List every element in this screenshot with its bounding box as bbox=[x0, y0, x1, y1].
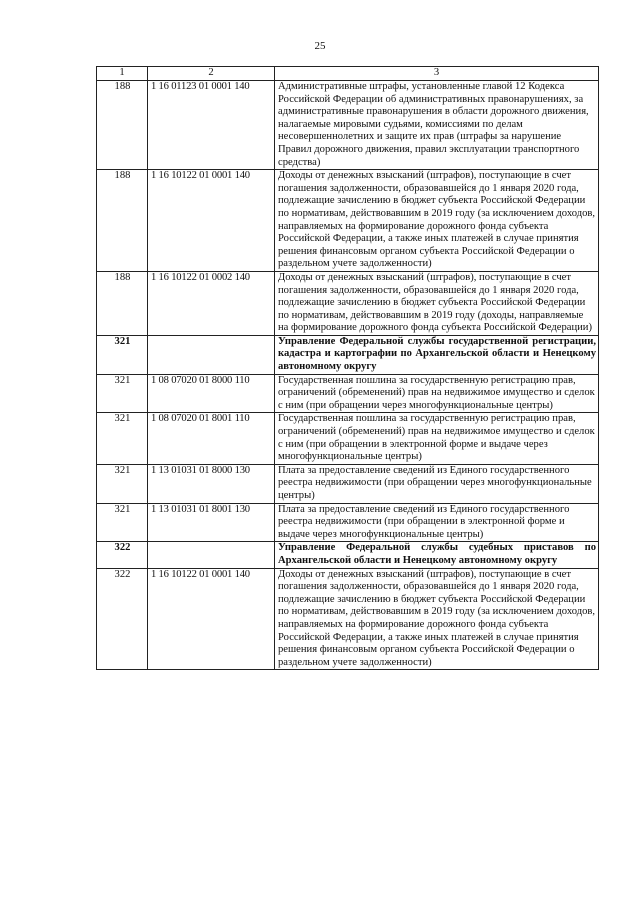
revenue-name-cell: Государственная пошлина за государственную регистрацию прав, ограничений (обременений) прав на недвижимое имущество и сделок с ним (при обращении через многофункциональные центры) bbox=[275, 374, 599, 413]
admin-code-cell: 188 bbox=[97, 271, 148, 335]
revenue-name-cell: Плата за предоставление сведений из Единого государственного реестра недвижимости (при обращении в электронной форме и выдаче через многофункциональные центры) bbox=[275, 503, 599, 542]
revenue-code-cell: 1 13 01031 01 8000 130 bbox=[148, 464, 275, 503]
admin-code-cell: 188 bbox=[97, 170, 148, 272]
page-number: 25 bbox=[314, 40, 326, 52]
section-heading-row bbox=[97, 542, 599, 568]
table-row bbox=[97, 464, 599, 503]
revenue-name-cell: Доходы от денежных взысканий (штрафов), поступающие в счет погашения задолженности, образовавшейся до 1 января 2020 года, подлежащие зачислению в бюджет субъекта Российской Федерации по нормативам, действовавшим в 2019 году (за исключением доходов, направляемых на формирование дорожного фонда субъекта Российской Федерации, а также иных платежей в случае принятия решения финансовым органом субъекта Российской Федерации о раздельном учете задолженности) bbox=[275, 170, 599, 272]
admin-code-cell: 322 bbox=[97, 542, 148, 568]
header-col-2: 2 bbox=[148, 67, 275, 81]
table-row bbox=[97, 568, 599, 670]
header-col-1: 1 bbox=[97, 67, 148, 81]
table-body bbox=[97, 81, 599, 670]
revenue-code-cell bbox=[148, 542, 275, 568]
revenue-name-cell: Плата за предоставление сведений из Единого государственного реестра недвижимости (при обращении через многофункциональные центры) bbox=[275, 464, 599, 503]
table-row bbox=[97, 170, 599, 272]
admin-code-cell: 322 bbox=[97, 568, 148, 670]
administrator-name-cell: Управление Федеральной службы государственной регистрации, кадастра и картографии по Архангельской области и Ненецкому автономному округу bbox=[275, 335, 599, 374]
admin-code-cell: 321 bbox=[97, 503, 148, 542]
table-row bbox=[97, 81, 599, 170]
table-header bbox=[97, 67, 599, 81]
revenue-code-cell: 1 16 10122 01 0001 140 bbox=[148, 170, 275, 272]
administrator-name-cell: Управление Федеральной службы судебных приставов по Архангельской области и Ненецкому автономному округу bbox=[275, 542, 599, 568]
section-heading-row bbox=[97, 335, 599, 374]
revenue-code-cell: 1 08 07020 01 8000 110 bbox=[148, 374, 275, 413]
table-row bbox=[97, 374, 599, 413]
admin-code-cell: 321 bbox=[97, 413, 148, 464]
revenue-code-cell: 1 13 01031 01 8001 130 bbox=[148, 503, 275, 542]
admin-code-cell: 188 bbox=[97, 81, 148, 170]
revenue-code-cell: 1 16 10122 01 0002 140 bbox=[148, 271, 275, 335]
revenue-code-cell: 1 08 07020 01 8001 110 bbox=[148, 413, 275, 464]
revenue-name-cell: Государственная пошлина за государственную регистрацию прав, ограничений (обременений) прав на недвижимое имущество и сделок с ним (при обращении в электронной форме и выдаче через многофункциональные центры) bbox=[275, 413, 599, 464]
table-row bbox=[97, 503, 599, 542]
revenue-name-cell: Административные штрафы, установленные главой 12 Кодекса Российской Федерации об административных правонарушениях, за административные правонарушения в области дорожного движения, налагаемые мировыми судьями, комиссиями по делам несовершеннолетних и защите их прав (штрафы за нарушение Правил дорожного движения, правил эксплуатации транспортного средства) bbox=[275, 81, 599, 170]
revenue-name-cell: Доходы от денежных взысканий (штрафов), поступающие в счет погашения задолженности, образовавшейся до 1 января 2020 года, подлежащие зачислению в бюджет субъекта Российской Федерации по нормативам, действовавшим в 2019 году (доходы, направляемые на формирование дорожного фонда субъекта Российской Федерации) bbox=[275, 271, 599, 335]
revenue-name-cell: Доходы от денежных взысканий (штрафов), поступающие в счет погашения задолженности, образовавшейся до 1 января 2020 года, подлежащие зачислению в бюджет субъекта Российской Федерации по нормативам, действовавшим в 2019 году (за исключением доходов, направляемых на формирование дорожного фонда субъекта Российской Федерации, а также иных платежей в случае принятия решения финансовым органом субъекта Российской Федерации о раздельном учете задолженности) bbox=[275, 568, 599, 670]
table-row bbox=[97, 271, 599, 335]
table-row bbox=[97, 413, 599, 464]
revenue-code-cell: 1 16 10122 01 0001 140 bbox=[148, 568, 275, 670]
admin-code-cell: 321 bbox=[97, 335, 148, 374]
admin-code-cell: 321 bbox=[97, 464, 148, 503]
revenue-code-cell bbox=[148, 335, 275, 374]
header-col-3: 3 bbox=[275, 67, 599, 81]
header-row bbox=[97, 67, 599, 81]
revenue-code-cell: 1 16 01123 01 0001 140 bbox=[148, 81, 275, 170]
revenue-codes-table bbox=[96, 66, 599, 670]
admin-code-cell: 321 bbox=[97, 374, 148, 413]
